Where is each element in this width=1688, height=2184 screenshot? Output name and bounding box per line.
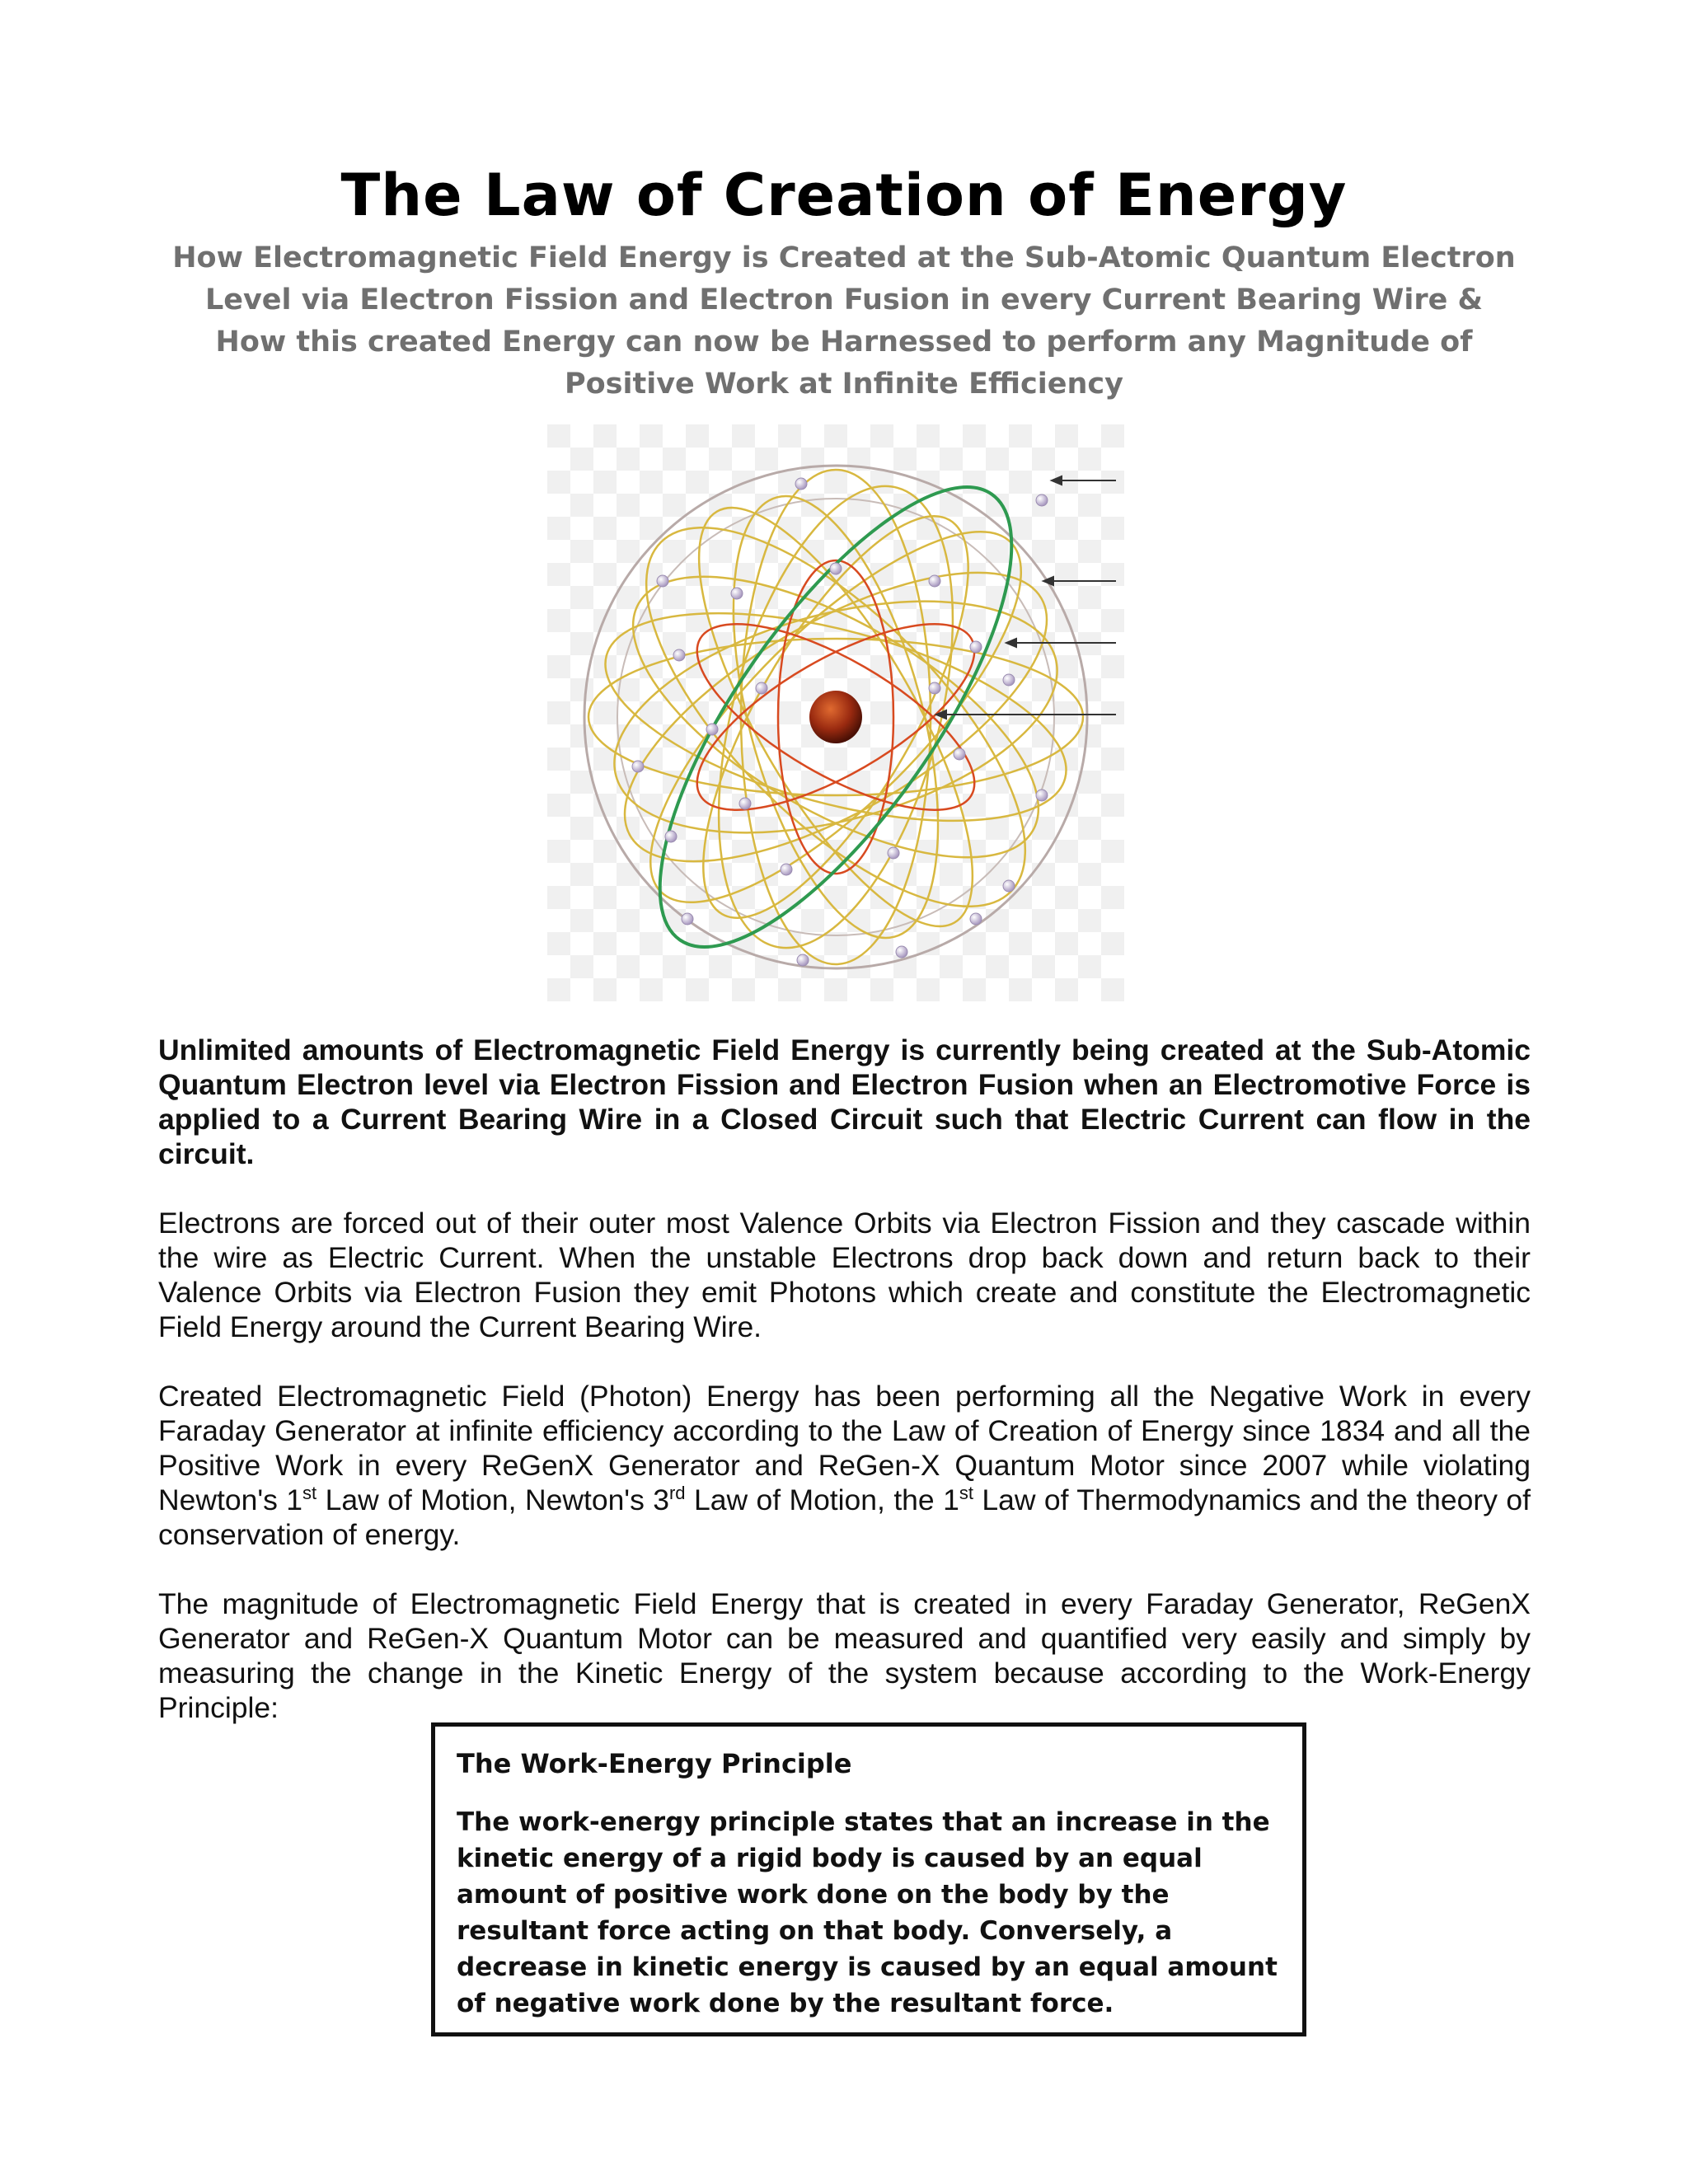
paragraph-text: Law of Motion, Newton's 3 bbox=[316, 1483, 669, 1516]
electron bbox=[756, 682, 767, 694]
electron bbox=[797, 954, 809, 966]
subtitle-line: Positive Work at Infinite Efficiency bbox=[564, 368, 1123, 401]
body-paragraph-created-energy bbox=[158, 1379, 1531, 1552]
atom-orbits-illustration bbox=[547, 424, 1124, 1001]
subtitle-line: How this created Energy can now be Harnessed to perform any Magnitude of bbox=[215, 326, 1473, 359]
principle-box-title: The Work-Energy Principle bbox=[457, 1748, 852, 1779]
electron bbox=[970, 641, 982, 653]
electron bbox=[781, 864, 792, 875]
work-energy-principle-box bbox=[431, 1722, 1306, 2036]
electron bbox=[896, 946, 907, 958]
paragraph-text: Law of Thermodynamics and the theory of conservation of energy. bbox=[158, 1483, 1531, 1551]
superscript: st bbox=[302, 1483, 317, 1504]
body-paragraph-magnitude: The magnitude of Electromagnetic Field Energy that is created in every Faraday Generator, ReGenX Generator and ReGen-X Quantum Motor can be measured and quantified very easily and simply by measuring the change in the Kinetic Energy of the system because according to the Work-Energy Principle: bbox=[158, 1587, 1531, 1724]
electron bbox=[1036, 494, 1048, 506]
electron bbox=[1003, 674, 1015, 686]
electron bbox=[970, 913, 982, 925]
electron bbox=[929, 682, 940, 694]
electron bbox=[954, 748, 965, 760]
nucleus bbox=[809, 691, 862, 743]
electron bbox=[830, 563, 842, 574]
electron bbox=[929, 575, 940, 587]
superscript: rd bbox=[668, 1483, 686, 1504]
body-paragraph-electrons: Electrons are forced out of their outer most Valence Orbits via Electron Fission and they cascade within the wire as Electric Current. When the unstable Electrons drop back down and return back to their Valence Orbits via Electron Fusion they emit Photons which create and constitute the Electromagnetic Field Energy around the Current Bearing Wire. bbox=[158, 1207, 1531, 1343]
superscript: st bbox=[959, 1483, 973, 1504]
electron bbox=[1003, 880, 1015, 892]
electron bbox=[888, 847, 899, 859]
electron bbox=[632, 761, 644, 772]
electron bbox=[706, 724, 718, 735]
page-title: The Law of Creation of Energy bbox=[340, 162, 1348, 229]
paragraph-text: Law of Motion, the 1 bbox=[685, 1483, 959, 1516]
electron bbox=[682, 913, 693, 925]
electron bbox=[657, 575, 668, 587]
principle-box-text: The work-energy principle states that an increase in the kinetic energy of a rigid body is caused by an equal amount of positive work done on the body by the resultant force acting on that body. Conversely, a decrease in kinetic energy is caused by an equal amount of negative work done by the resultant force. bbox=[457, 1807, 1278, 2018]
subtitle-line: How Electromagnetic Field Energy is Created at the Sub-Atomic Quantum Electron bbox=[172, 241, 1516, 274]
electron bbox=[795, 478, 807, 490]
page-subtitle bbox=[148, 237, 1540, 405]
electron bbox=[731, 588, 743, 599]
intro-paragraph: Unlimited amounts of Electromagnetic Field Energy is currently being created at the Sub-Atomic Quantum Electron level via Electron Fission and Electron Fusion when an Electromotive Force is applied to a Current Bearing Wire in a Closed Circuit such that Electric Current can flow in the circuit. bbox=[158, 1033, 1531, 1170]
paragraph-text: Created Electromagnetic Field (Photon) Energy has been performing all the Negative Work in every Faraday Generator at infinite efficiency according to the Law of Creation of Energy since 1834 and all the Positive Work in every ReGenX Generator and ReGen-X Quantum Motor since 2007 while violating Newton's 1 bbox=[158, 1380, 1531, 1516]
electron bbox=[739, 798, 751, 809]
subtitle-line: Level via Electron Fission and Electron Fusion in every Current Bearing Wire & bbox=[204, 284, 1484, 316]
electron bbox=[673, 649, 685, 661]
electron bbox=[1036, 790, 1048, 801]
electron bbox=[665, 831, 677, 842]
